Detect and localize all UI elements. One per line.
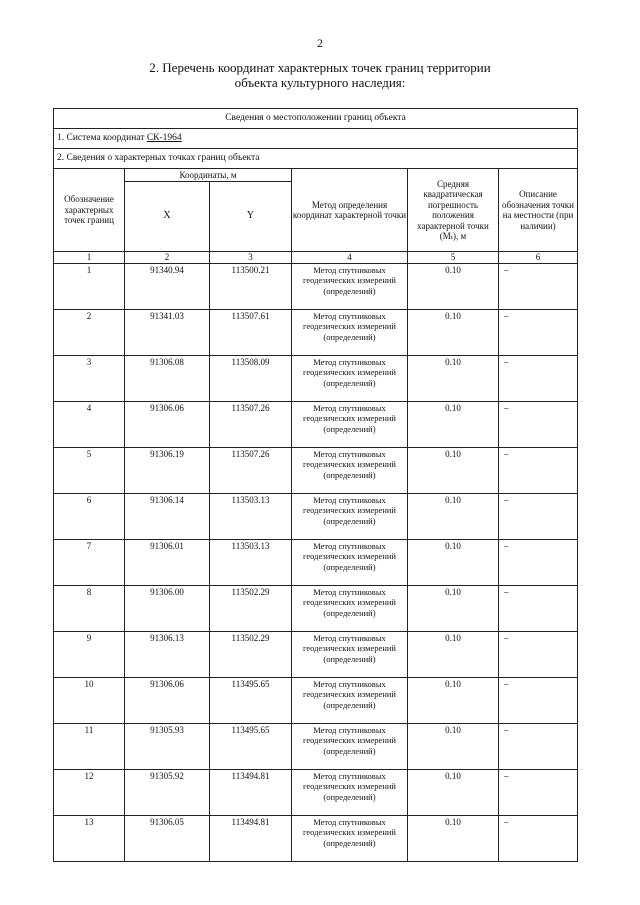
x-cell: 91306.06 xyxy=(125,401,210,447)
y-cell: 113508.09 xyxy=(210,355,292,401)
point-cell: 7 xyxy=(54,539,125,585)
error-cell: 0.10 xyxy=(408,723,499,769)
column-number: 4 xyxy=(292,252,408,264)
page-title xyxy=(0,60,640,90)
column-number-row xyxy=(54,252,578,264)
method-cell: Метод спутниковых геодезических измерений (определений) xyxy=(292,585,408,631)
table-row xyxy=(54,585,578,631)
x-cell: 91306.00 xyxy=(125,585,210,631)
description-cell: – xyxy=(499,263,578,309)
y-cell: 113495.65 xyxy=(210,677,292,723)
col-header-error: Средняя квадратическая погрешность положения характерной точки (Mₜ), м xyxy=(408,169,499,252)
y-cell: 113502.29 xyxy=(210,631,292,677)
method-cell: Метод спутниковых геодезических измерений (определений) xyxy=(292,401,408,447)
error-cell: 0.10 xyxy=(408,815,499,861)
y-cell: 113500.21 xyxy=(210,263,292,309)
point-cell: 13 xyxy=(54,815,125,861)
x-cell: 91306.01 xyxy=(125,539,210,585)
column-number: 1 xyxy=(54,252,125,264)
y-cell: 113507.26 xyxy=(210,447,292,493)
col-header-method: Метод определения координат характерной точки xyxy=(292,169,408,252)
description-cell: – xyxy=(499,585,578,631)
description-cell: – xyxy=(499,447,578,493)
point-cell: 9 xyxy=(54,631,125,677)
description-cell: – xyxy=(499,355,578,401)
page-number: 2 xyxy=(317,36,323,50)
x-cell: 91306.05 xyxy=(125,815,210,861)
coord-system-row xyxy=(54,129,578,149)
method-cell: Метод спутниковых геодезических измерений (определений) xyxy=(292,355,408,401)
error-cell: 0.10 xyxy=(408,585,499,631)
method-cell: Метод спутниковых геодезических измерений (определений) xyxy=(292,723,408,769)
section-header: Сведения о местоположении границ объекта xyxy=(54,109,578,129)
table-row xyxy=(54,631,578,677)
x-cell: 91306.19 xyxy=(125,447,210,493)
method-cell: Метод спутниковых геодезических измерений (определений) xyxy=(292,769,408,815)
point-cell: 4 xyxy=(54,401,125,447)
col-header-description: Описание обозначения точки на местности (при наличии) xyxy=(499,169,578,252)
col-header-coordinates: Координаты, м xyxy=(125,169,292,182)
y-cell: 113494.81 xyxy=(210,769,292,815)
method-cell: Метод спутниковых геодезических измерений (определений) xyxy=(292,631,408,677)
error-cell: 0.10 xyxy=(408,539,499,585)
method-cell: Метод спутниковых геодезических измерений (определений) xyxy=(292,263,408,309)
col-header-x: X xyxy=(125,182,210,252)
point-cell: 10 xyxy=(54,677,125,723)
title-line-2: объекта культурного наследия: xyxy=(234,75,406,90)
y-cell: 113503.13 xyxy=(210,539,292,585)
description-cell: – xyxy=(499,309,578,355)
col-header-y: Y xyxy=(210,182,292,252)
column-number: 3 xyxy=(210,252,292,264)
error-cell: 0.10 xyxy=(408,493,499,539)
coord-system-label: 1. Система координат xyxy=(57,133,147,144)
y-cell: 113502.29 xyxy=(210,585,292,631)
col-header-designation: Обозначение характерных точек границ xyxy=(54,169,125,252)
coord-system-name: СК-1964 xyxy=(146,133,182,144)
error-cell: 0.10 xyxy=(408,309,499,355)
table-row xyxy=(54,677,578,723)
column-number: 6 xyxy=(499,252,578,264)
x-cell: 91305.92 xyxy=(125,769,210,815)
error-cell: 0.10 xyxy=(408,631,499,677)
description-cell: – xyxy=(499,493,578,539)
method-cell: Метод спутниковых геодезических измерений (определений) xyxy=(292,677,408,723)
table-row xyxy=(54,309,578,355)
error-cell: 0.10 xyxy=(408,355,499,401)
y-cell: 113507.26 xyxy=(210,401,292,447)
coordinates-table xyxy=(53,108,578,862)
description-cell: – xyxy=(499,769,578,815)
x-cell: 91306.08 xyxy=(125,355,210,401)
description-cell: – xyxy=(499,539,578,585)
method-cell: Метод спутниковых геодезических измерений (определений) xyxy=(292,309,408,355)
point-cell: 11 xyxy=(54,723,125,769)
point-cell: 1 xyxy=(54,263,125,309)
table-row xyxy=(54,447,578,493)
table-row xyxy=(54,723,578,769)
x-cell: 91340.94 xyxy=(125,263,210,309)
y-cell: 113494.81 xyxy=(210,815,292,861)
table-row xyxy=(54,493,578,539)
error-cell: 0.10 xyxy=(408,447,499,493)
error-cell: 0.10 xyxy=(408,677,499,723)
column-number: 5 xyxy=(408,252,499,264)
method-cell: Метод спутниковых геодезических измерений (определений) xyxy=(292,447,408,493)
y-cell: 113503.13 xyxy=(210,493,292,539)
method-cell: Метод спутниковых геодезических измерений (определений) xyxy=(292,815,408,861)
point-cell: 3 xyxy=(54,355,125,401)
error-cell: 0.10 xyxy=(408,401,499,447)
description-cell: – xyxy=(499,723,578,769)
x-cell: 91341.03 xyxy=(125,309,210,355)
method-cell: Метод спутниковых геодезических измерений (определений) xyxy=(292,493,408,539)
table-row xyxy=(54,815,578,861)
description-cell: – xyxy=(499,815,578,861)
y-cell: 113495.65 xyxy=(210,723,292,769)
description-cell: – xyxy=(499,401,578,447)
point-cell: 12 xyxy=(54,769,125,815)
table-row xyxy=(54,539,578,585)
title-line-1: 2. Перечень координат характерных точек границ территории xyxy=(149,60,491,75)
point-cell: 6 xyxy=(54,493,125,539)
error-cell: 0.10 xyxy=(408,263,499,309)
x-cell: 91306.14 xyxy=(125,493,210,539)
y-cell: 113507.61 xyxy=(210,309,292,355)
description-cell: – xyxy=(499,631,578,677)
method-cell: Метод спутниковых геодезических измерений (определений) xyxy=(292,539,408,585)
x-cell: 91306.13 xyxy=(125,631,210,677)
points-header: 2. Сведения о характерных точках границ объекта xyxy=(54,149,578,169)
table-row xyxy=(54,355,578,401)
x-cell: 91305.93 xyxy=(125,723,210,769)
point-cell: 8 xyxy=(54,585,125,631)
point-cell: 2 xyxy=(54,309,125,355)
point-cell: 5 xyxy=(54,447,125,493)
column-number: 2 xyxy=(125,252,210,264)
table-row xyxy=(54,263,578,309)
error-cell: 0.10 xyxy=(408,769,499,815)
description-cell: – xyxy=(499,677,578,723)
x-cell: 91306.06 xyxy=(125,677,210,723)
table-row xyxy=(54,401,578,447)
table-row xyxy=(54,769,578,815)
